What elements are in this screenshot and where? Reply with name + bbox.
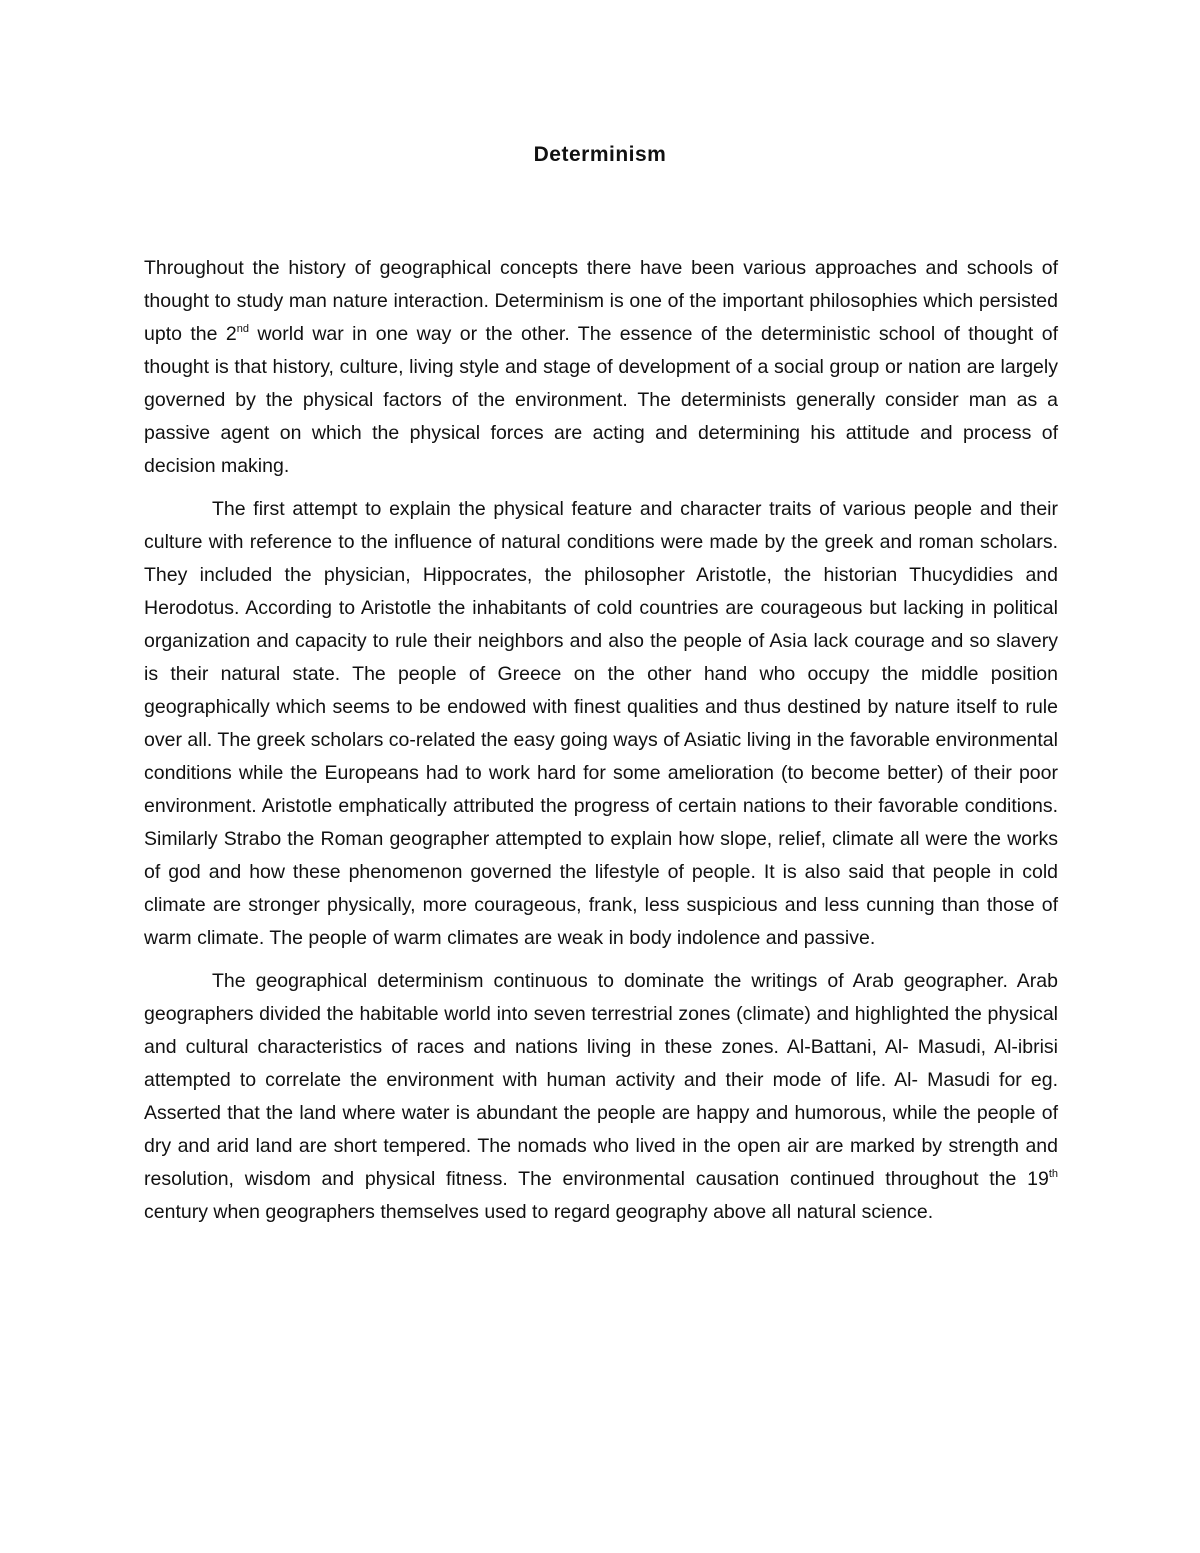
paragraph-3: [144, 965, 1058, 1229]
ordinal-suffix: nd: [236, 323, 249, 335]
document-body: [144, 252, 1058, 1239]
paragraph-1: [144, 252, 1058, 483]
paragraph-3-text-b: century when geographers themselves used to regard geography above all natural science.: [144, 1201, 934, 1223]
paragraph-1-text-a: Throughout the history of geographical concepts there have been various approaches and schools of thought to study man nature interaction. Determinism is one of the important philosophies which persisted upto the 2: [144, 257, 1058, 345]
paragraph-1-text-b: world war in one way or the other. The essence of the deterministic school of thought of thought is that history, culture, living style and stage of development of a social group or nation are largely governed by the physical factors of the environment. The determinists generally consider man as a passive agent on which the physical forces are acting and determining his attitude and process of decision making.: [144, 323, 1058, 477]
document-title: Determinism: [533, 143, 667, 166]
paragraph-2: The first attempt to explain the physical feature and character traits of various people and their culture with reference to the influence of natural conditions were made by the greek and roman scholars. They included the physician, Hippocrates, the philosopher Aristotle, the historian Thucydidies and Herodotus. According to Aristotle the inhabitants of cold countries are courageous but lacking in political organization and capacity to rule their neighbors and also the people of Asia lack courage and so slavery is their natural state. The people of Greece on the other hand who occupy the middle position geographically which seems to be endowed with finest qualities and thus destined by nature itself to rule over all. The greek scholars co-related the easy going ways of Asiatic living in the favorable environmental conditions while the Europeans had to work hard for some amelioration (to become better) of their poor environment. Aristotle emphatically attributed the progress of certain nations to their favorable conditions. Similarly Strabo the Roman geographer attempted to explain how slope, relief, climate all were the works of god and how these phenomenon governed the lifestyle of people. It is also said that people in cold climate are stronger physically, more courageous, frank, less suspicious and less cunning than those of warm climate. The people of warm climates are weak in body indolence and passive.: [144, 498, 1058, 949]
ordinal-suffix: th: [1048, 1168, 1058, 1180]
paragraph-3-text-a: The geographical determinism continuous to dominate the writings of Arab geographer. Arab geographers divided the habitable world into seven terrestrial zones (climate) and highlighted the physical and cultural characteristics of races and nations living in these zones. Al-Battani, Al- Masudi, Al-ibrisi attempted to correlate the environment with human activity and their mode of life. Al- Masudi for eg. Asserted that the land where water is abundant the people are happy and humorous, while the people of dry and arid land are short tempered. The nomads who lived in the open air are marked by strength and resolution, wisdom and physical fitness. The environmental causation continued throughout the 19: [144, 970, 1058, 1190]
